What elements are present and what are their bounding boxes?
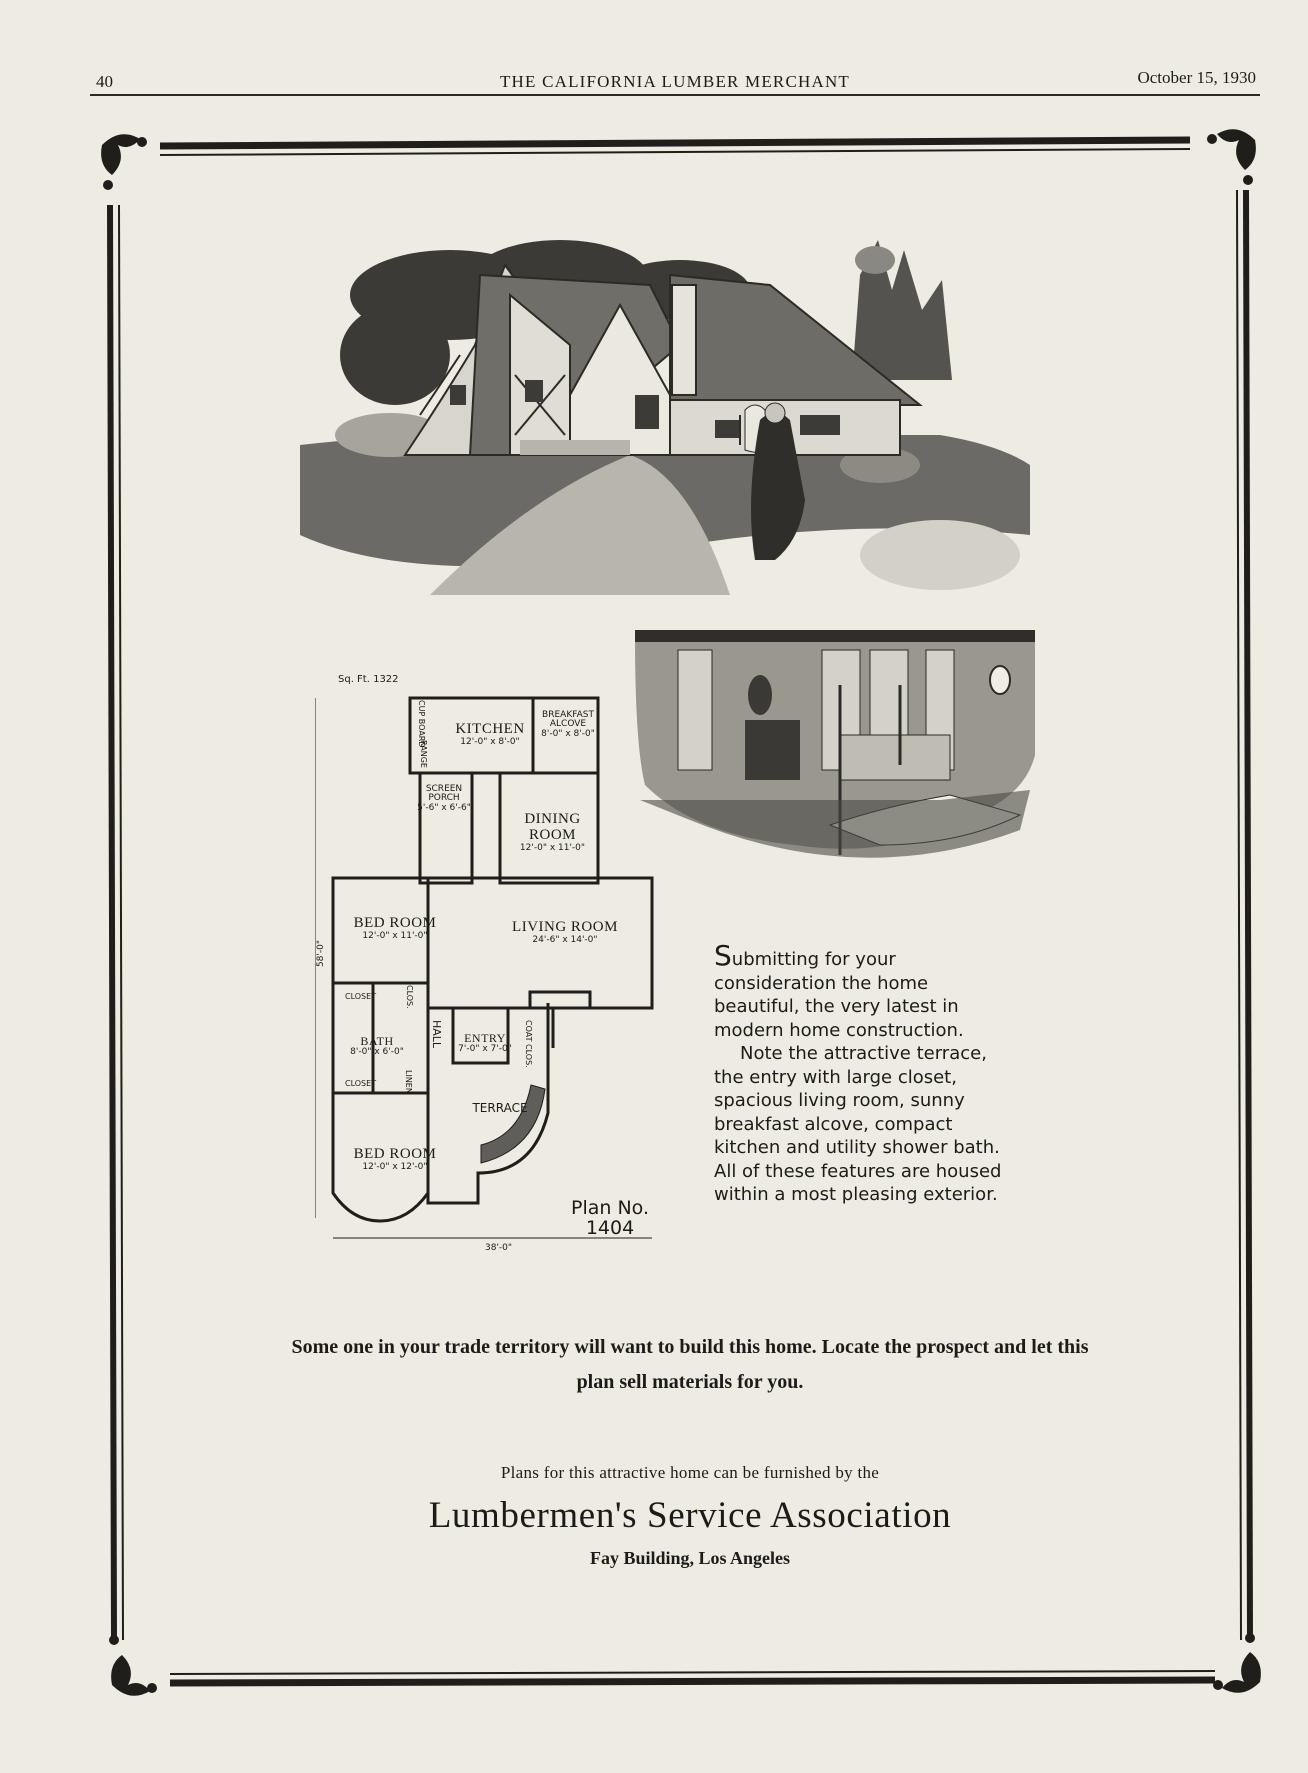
- terrace-label: TERRACE: [472, 1101, 528, 1115]
- range-label: RANGE: [419, 740, 428, 768]
- room-entry: ENTRY 7'-0" x 7'-0": [458, 1031, 512, 1054]
- room-living: LIVING ROOM 24'-6" x 14'-0": [512, 919, 618, 945]
- plan-number: Plan No. 1404: [570, 1197, 649, 1239]
- company-address: Fay Building, Los Angeles: [589, 1548, 791, 1568]
- room-breakfast-alcove: BREAKFAST ALCOVE 8'-0" x 8'-0": [541, 710, 595, 739]
- square-footage: Sq. Ft. 1322: [338, 674, 399, 685]
- company-name: Lumbermen's Service Association: [428, 1495, 952, 1536]
- closet-label-2: CLOSET: [345, 1079, 377, 1088]
- plan-description: [714, 939, 1014, 1207]
- sales-tagline: Some one in your trade territory will want to build this home. Locate the prospect and let this plan sell materials for you.: [291, 1336, 1089, 1393]
- room-bed-1: BED ROOM 12'-0" x 11'-0": [353, 915, 437, 941]
- closet-label-1: CLOSET: [345, 992, 377, 1001]
- house-illustration: [300, 235, 1060, 615]
- room-dining: DINING ROOM 12'-0" x 11'-0": [519, 811, 586, 853]
- clos-label: CLOS.: [405, 985, 414, 1009]
- description-paragraph-2: Note the attractive terrace, the entry with large closet, spacious living room, sunny breakfast alcove, compact kitchen and utility shower bath. All of these features are housed within a most pleasing exterior.: [714, 1043, 1002, 1205]
- furnish-text: Plans for this attractive home can be furnished by the: [500, 1463, 880, 1482]
- hall-label: HALL: [430, 1020, 443, 1049]
- room-screen-porch: SCREEN PORCH 5'-6" x 6'-6": [417, 784, 471, 813]
- dimension-width: 38'-0": [485, 1243, 513, 1253]
- room-kitchen: KITCHEN 12'-0" x 8'-0": [455, 721, 525, 747]
- dimension-height: 58'-0": [316, 940, 326, 968]
- room-bed-2: BED ROOM 12'-0" x 12'-0": [353, 1146, 437, 1172]
- page-number: 40: [96, 72, 113, 91]
- description-initial: S: [714, 939, 732, 972]
- room-bath: BATH 8'-0" x 6'-0": [350, 1034, 404, 1057]
- floor-plan-drawing: [315, 670, 695, 1270]
- linen-label: LINEN: [404, 1070, 413, 1094]
- description-paragraph-1: ubmitting for your consideration the home beautiful, the very latest in modern home construction.: [714, 949, 964, 1041]
- coat-closet-label: COAT CLOS.: [524, 1020, 533, 1068]
- issue-date: October 15, 1930: [1137, 68, 1256, 87]
- publication-title: THE CALIFORNIA LUMBER MERCHANT: [499, 72, 851, 91]
- cupboard-label: CUP BOARD: [417, 700, 426, 748]
